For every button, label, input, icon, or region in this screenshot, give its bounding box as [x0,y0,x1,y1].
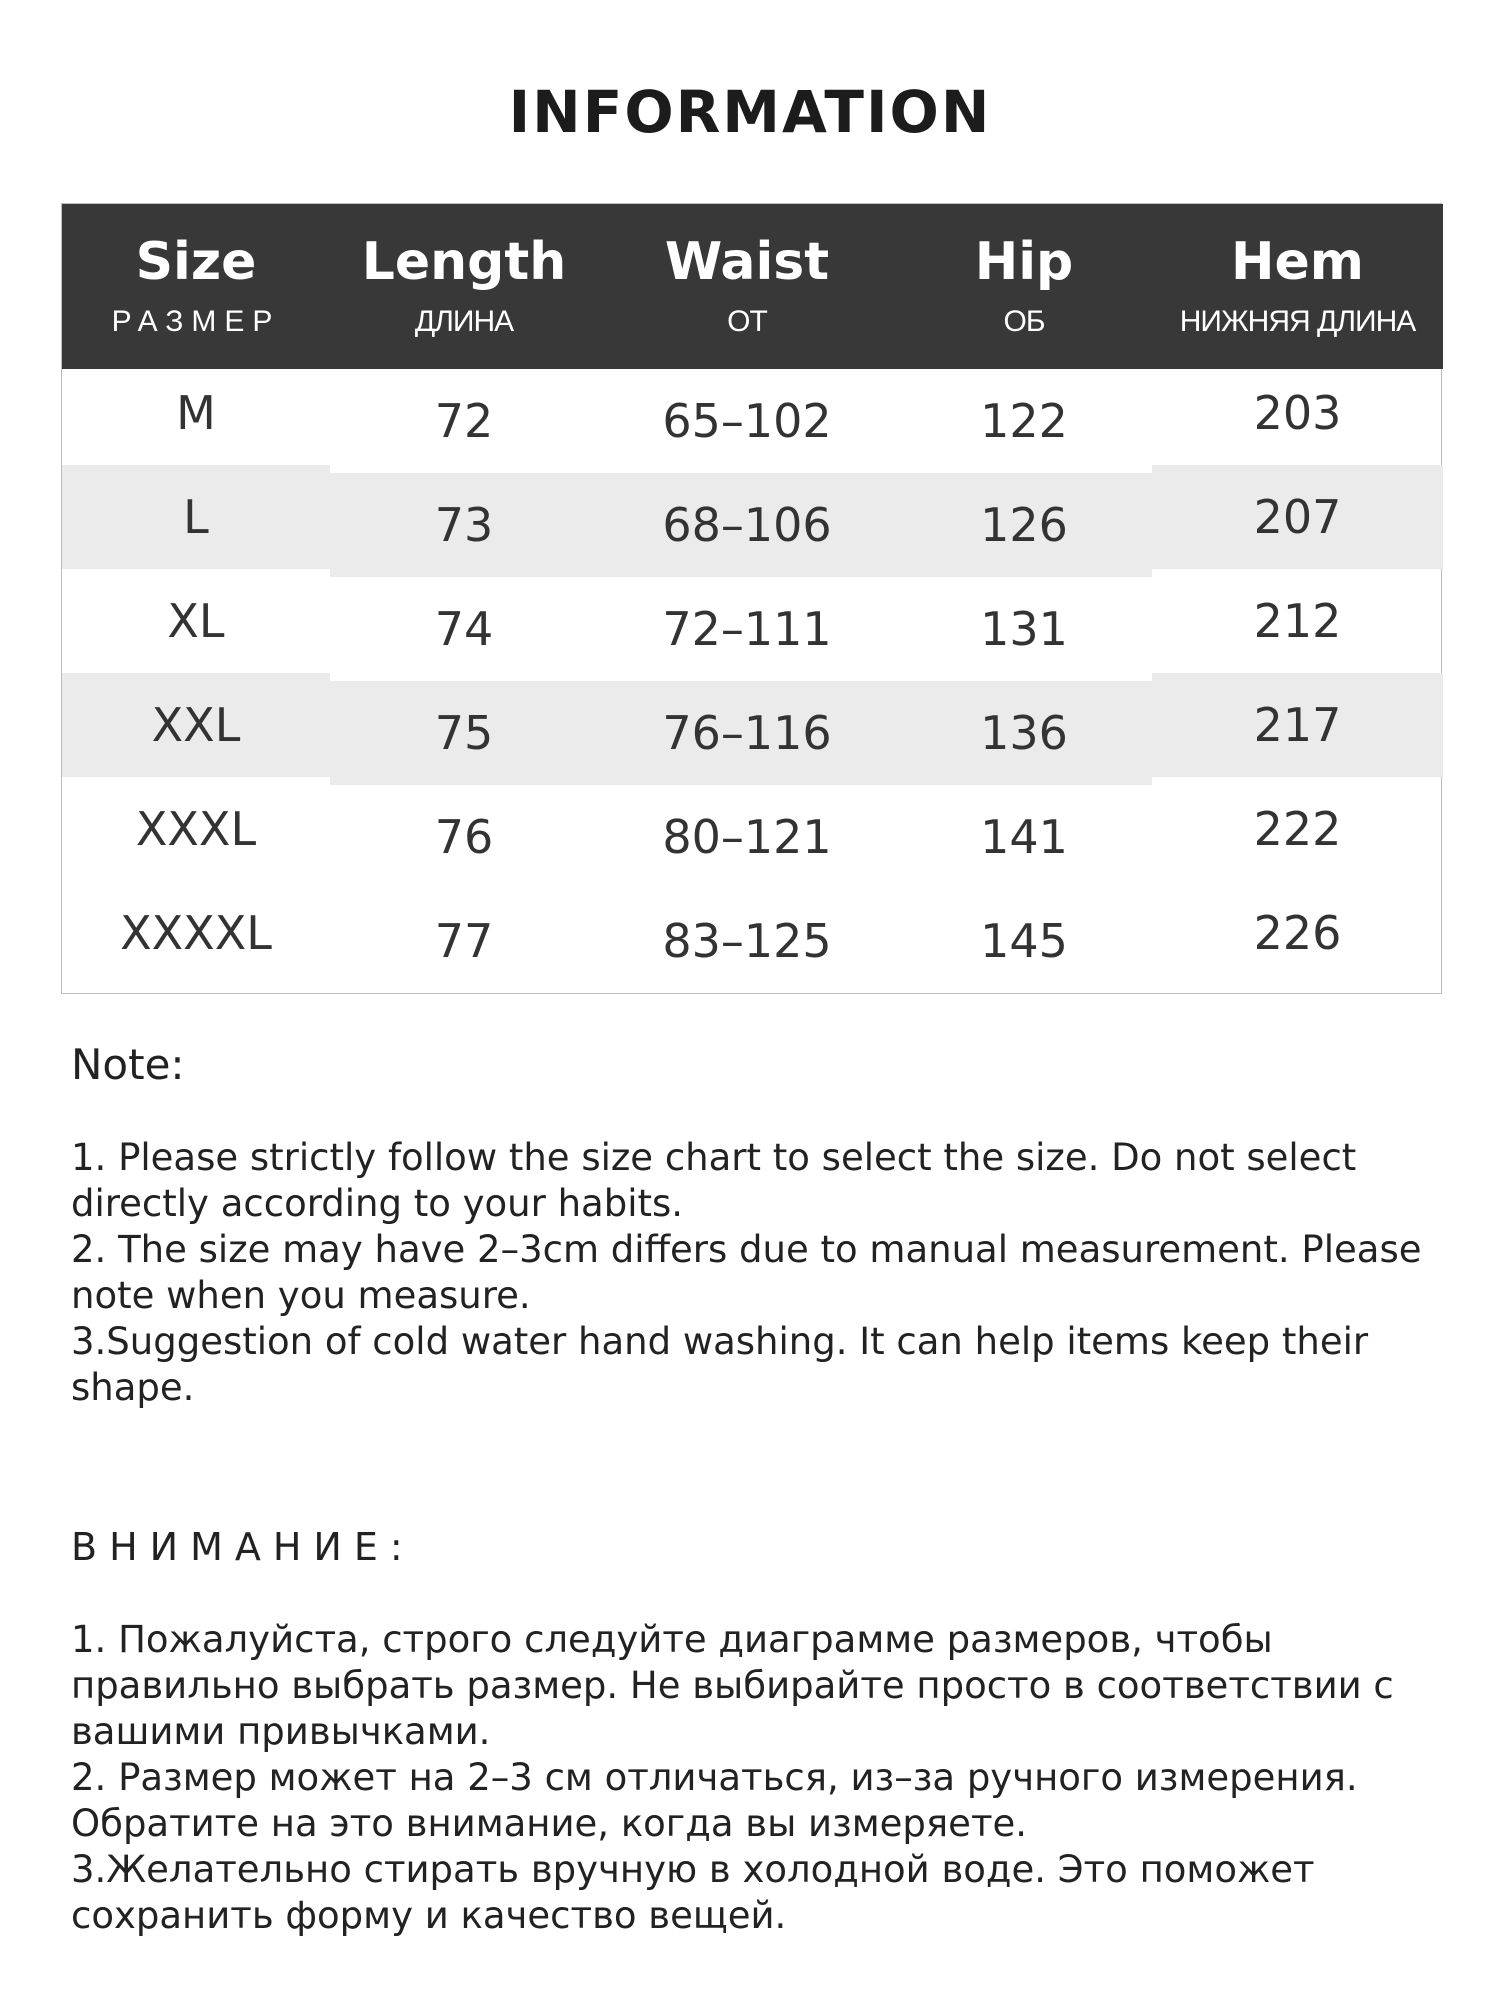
cell-hip: 126 [980,498,1068,552]
cell-waist: 80–121 [662,810,832,864]
cell-size: XL [167,594,225,648]
header-hem-en: Hem [1231,231,1364,292]
cell-length: 72 [434,394,494,448]
table-row [62,369,1443,473]
cell-hip: 136 [980,706,1068,760]
note-item: 1. Please strictly follow the size chart to select the size. Do not select directly according to your habits. [71,1136,1357,1225]
cell-hip: 145 [980,914,1068,968]
note-item: 2. The size may have 2–3cm differs due to manual measurement. Please note when you measure. [71,1228,1422,1317]
header-waist [598,204,896,369]
cell-hem: 207 [1253,490,1342,544]
table-row [62,473,1443,577]
header-size-en: Size [135,231,257,292]
cell-hem: 203 [1253,386,1342,440]
cell-hem: 222 [1253,802,1342,856]
page-title: INFORMATION [508,78,992,146]
cell-size: XXL [151,698,241,752]
cell-size: L [183,490,209,544]
cell-hip: 131 [980,602,1068,656]
cell-size: XXXL [135,802,257,856]
note-item: 3.Suggestion of cold water hand washing. It can help items keep their shape. [71,1320,1369,1409]
header-hem [1152,204,1443,369]
cell-length: 75 [434,706,494,760]
cell-waist: 76–116 [662,706,832,760]
header-length-ru: ДЛИНА [414,304,514,338]
header-hip-en: Hip [974,231,1074,292]
header-hem-ru: НИЖНЯЯ ДЛИНА [1179,304,1416,338]
cell-hem: 212 [1253,594,1342,648]
header-size [62,204,330,369]
table-body [62,369,1443,993]
header-length-en: Length [361,231,567,292]
header-waist-ru: ОТ [727,304,767,338]
cell-length: 74 [434,602,494,656]
table-row [62,889,1443,993]
cell-waist: 83–125 [662,914,832,968]
cell-hip: 122 [980,394,1068,448]
ru-note-item: 2. Размер может на 2–3 см отличаться, из–за ручного измерения. Обратите на это внимание, когда вы измеряете. [71,1756,1358,1845]
cell-waist: 68–106 [662,498,832,552]
header-length [330,204,598,369]
note-heading: Note: [71,1040,185,1089]
header-size-ru: РАЗМЕР [111,304,281,338]
table-row [62,785,1443,889]
header-hip-ru: ОБ [1003,304,1045,338]
ru-note-item: 3.Желательно стирать вручную в холодной воде. Это поможет сохранить форму и качество вещей. [71,1848,1315,1937]
cell-waist: 72–111 [662,602,832,656]
ru-note-item: 1. Пожалуйста, строго следуйте диаграмме размеров, чтобы правильно выбрать размер. Не выбирайте просто в соответствии с вашими привычками. [71,1618,1394,1753]
header-waist-en: Waist [664,231,830,292]
header-hip [896,204,1152,369]
table-row [62,681,1443,785]
cell-hem: 226 [1253,906,1342,960]
note-list [71,1135,1441,1411]
size-table [62,204,1443,993]
table-row [62,577,1443,681]
cell-size: XXXXL [120,906,272,960]
cell-waist: 65–102 [662,394,832,448]
ru-note-list [71,1617,1441,1939]
table-header [62,204,1443,369]
ru-note-heading: ВНИМАНИЕ: [71,1525,415,1569]
cell-length: 76 [434,810,494,864]
cell-length: 73 [434,498,494,552]
cell-length: 77 [434,914,494,968]
cell-size: M [176,386,216,440]
cell-hem: 217 [1253,698,1342,752]
size-chart [61,203,1442,994]
cell-hip: 141 [980,810,1068,864]
